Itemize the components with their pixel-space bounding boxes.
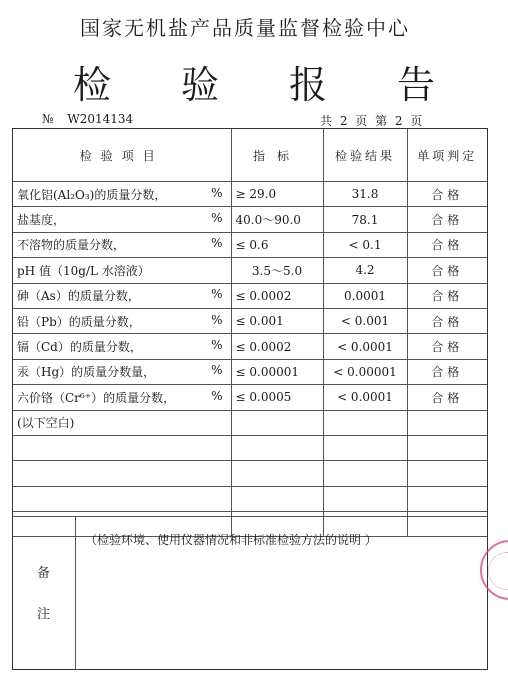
item-cell	[13, 435, 231, 460]
result-cell: 4.2	[323, 258, 407, 283]
item-name: 盐基度，	[17, 213, 66, 228]
item-cell	[13, 334, 231, 359]
item-name: (以下空白)	[17, 416, 75, 431]
item-name: 砷（As）的质量分数，	[17, 289, 140, 304]
table-header-row	[13, 129, 487, 182]
spec-cell: ≥ 29.0	[231, 182, 323, 207]
result-cell: < 0.0001	[323, 385, 407, 410]
table-row	[13, 207, 487, 232]
item-cell	[13, 410, 231, 435]
item-name: 六价铬（Cr⁶⁺）的质量分数，	[17, 390, 176, 405]
result-cell	[323, 461, 407, 486]
document-title: 检验报告	[72, 63, 505, 107]
remarks-label-cell	[13, 517, 76, 670]
spec-cell	[231, 461, 323, 486]
table-row	[13, 385, 487, 410]
verdict-cell: 合格	[407, 283, 487, 308]
item-name: 镉（Cd）的质量分数，	[17, 340, 142, 355]
remarks-section	[13, 516, 487, 670]
item-unit: %	[211, 338, 223, 353]
table-row	[13, 435, 487, 460]
item-unit: %	[211, 312, 223, 327]
item-name: 铅（Pb）的质量分数，	[17, 314, 141, 329]
table-row	[13, 359, 487, 384]
spec-cell	[231, 435, 323, 460]
official-seal-inner-ring	[488, 552, 508, 590]
report-number-value: W2014134	[67, 112, 134, 126]
remarks-label-char: 注	[37, 607, 51, 622]
verdict-cell	[407, 410, 487, 435]
remarks-label-char: 备	[37, 566, 51, 581]
verdict-cell: 合格	[407, 207, 487, 232]
result-cell: < 0.00001	[323, 359, 407, 384]
inspection-table	[13, 129, 487, 537]
item-unit: %	[211, 388, 223, 403]
table-row	[13, 308, 487, 333]
item-unit: %	[211, 185, 223, 200]
item-cell	[13, 232, 231, 257]
result-cell: 0.0001	[323, 283, 407, 308]
spec-cell: ≤ 0.0002	[231, 334, 323, 359]
item-cell	[13, 283, 231, 308]
item-name: 不溶物的质量分数，	[17, 238, 126, 253]
spec-cell	[231, 410, 323, 435]
spec-cell: ≤ 0.6	[231, 232, 323, 257]
column-header-result: 检验结果	[323, 129, 407, 182]
result-cell: < 0.1	[323, 232, 407, 257]
verdict-cell: 合格	[407, 385, 487, 410]
table-row	[13, 182, 487, 207]
table-row	[13, 283, 487, 308]
item-name: 氧化铝(Al₂O₃)的质量分数，	[17, 187, 167, 202]
table-row	[13, 461, 487, 486]
verdict-cell: 合格	[407, 308, 487, 333]
table-row	[13, 334, 487, 359]
verdict-cell: 合格	[407, 359, 487, 384]
item-name: pH 值（10g/L 水溶液）	[17, 263, 150, 278]
column-header-spec: 指标	[231, 129, 323, 182]
page-indicator: 共 2 页 第 2 页	[320, 114, 423, 128]
spec-cell: ≤ 0.0005	[231, 385, 323, 410]
table-body	[13, 182, 487, 537]
verdict-cell	[407, 461, 487, 486]
verdict-cell: 合格	[407, 334, 487, 359]
result-cell: 78.1	[323, 207, 407, 232]
spec-cell: 40.0～90.0	[231, 207, 323, 232]
spec-cell: ≤ 0.001	[231, 308, 323, 333]
verdict-cell: 合格	[407, 258, 487, 283]
column-header-verdict: 单项判定	[407, 129, 487, 182]
remarks-note: （检验环境、使用仪器情况和非标准检验方法的说明 ）	[85, 533, 377, 547]
spec-cell: 3.5～5.0	[231, 258, 323, 283]
item-cell	[13, 258, 231, 283]
result-cell	[323, 410, 407, 435]
item-unit: %	[211, 211, 223, 226]
result-cell: 31.8	[323, 182, 407, 207]
item-cell	[13, 385, 231, 410]
table-row	[13, 232, 487, 257]
item-cell	[13, 486, 231, 511]
item-unit: %	[211, 363, 223, 378]
table-row	[13, 410, 487, 435]
result-cell: < 0.0001	[323, 334, 407, 359]
spec-cell	[231, 486, 323, 511]
item-cell	[13, 308, 231, 333]
table-row	[13, 258, 487, 283]
report-sheet	[12, 128, 488, 670]
spec-cell: ≤ 0.0002	[231, 283, 323, 308]
report-number	[42, 112, 133, 126]
item-cell	[13, 359, 231, 384]
result-cell	[323, 435, 407, 460]
item-name: 汞（Hg）的质量分数量，	[17, 365, 156, 380]
organization-name: 国家无机盐产品质量监督检验中心	[80, 16, 410, 40]
item-unit: %	[211, 287, 223, 302]
result-cell: < 0.001	[323, 308, 407, 333]
item-cell	[13, 461, 231, 486]
verdict-cell	[407, 486, 487, 511]
table-row	[13, 486, 487, 511]
verdict-cell	[407, 435, 487, 460]
report-number-symbol: №	[42, 112, 54, 126]
column-header-item: 检验项目	[13, 129, 231, 182]
item-cell	[13, 182, 231, 207]
item-cell	[13, 207, 231, 232]
item-unit: %	[211, 236, 223, 251]
spec-cell: ≤ 0.00001	[231, 359, 323, 384]
verdict-cell: 合格	[407, 232, 487, 257]
result-cell	[323, 486, 407, 511]
verdict-cell: 合格	[407, 182, 487, 207]
